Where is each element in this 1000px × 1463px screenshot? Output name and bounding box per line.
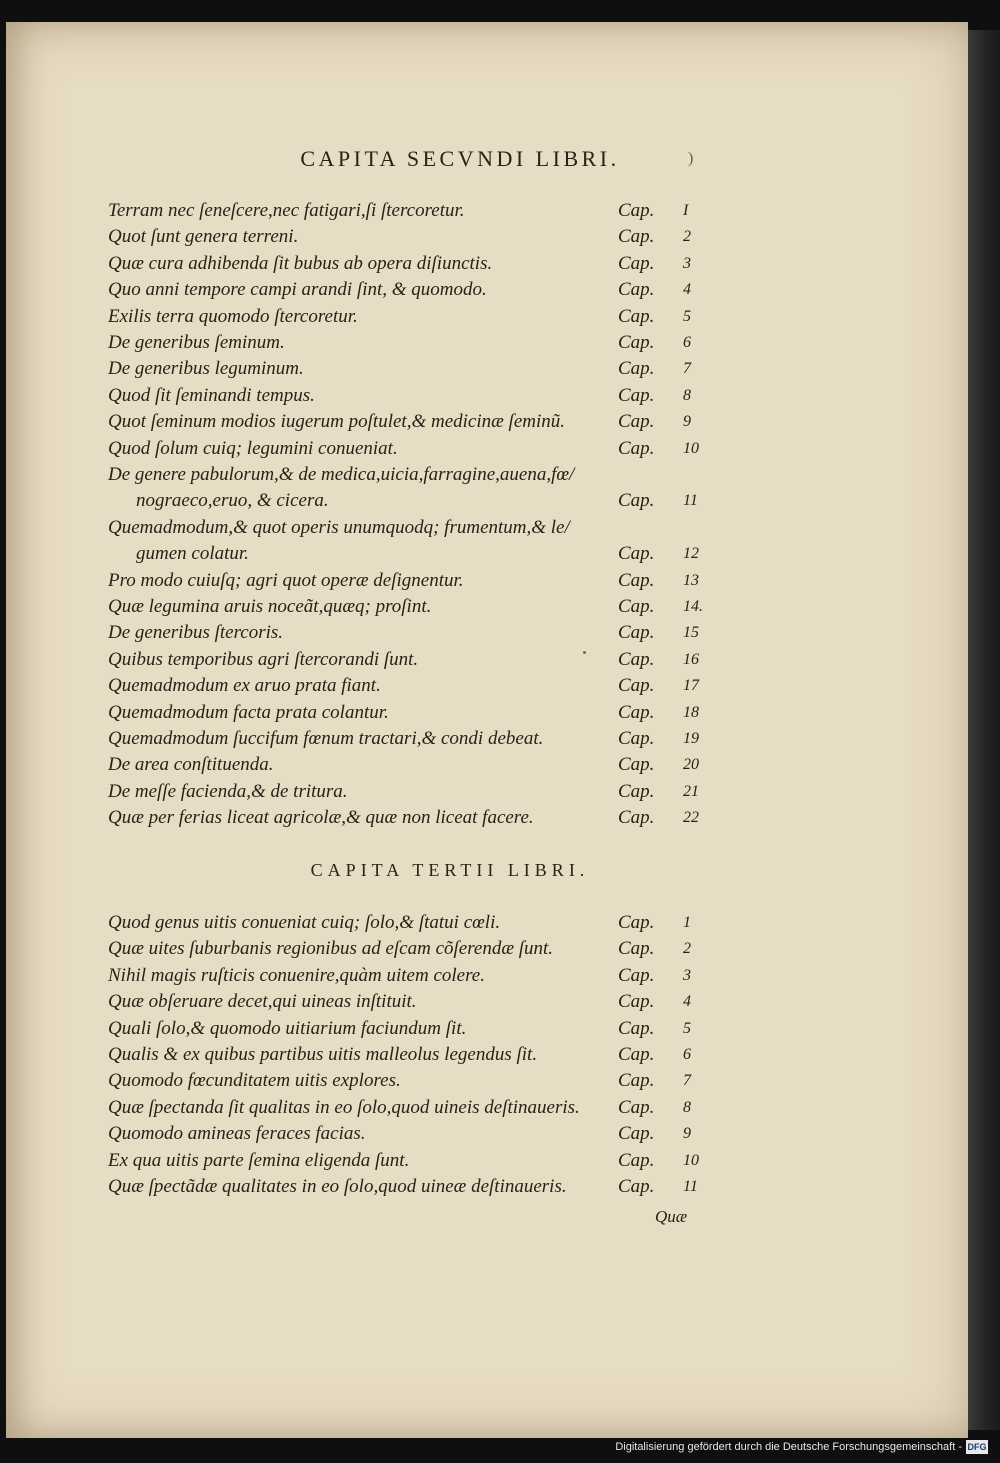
chapter-number: 10: [683, 1151, 699, 1169]
toc-entry: [108, 938, 708, 964]
chapter-number: 4: [683, 281, 691, 299]
chapter-label: Cap.: [618, 807, 655, 829]
chapter-label: Cap.: [618, 596, 655, 617]
chapter-number: 3: [683, 966, 691, 984]
margin-mark: ): [688, 150, 694, 167]
toc-entry: [108, 200, 708, 226]
chapter-number: 10: [683, 439, 699, 457]
chapter-number: 20: [683, 756, 699, 774]
toc-entry: [108, 1176, 708, 1202]
chapter-number: I: [683, 202, 689, 219]
chapter-number: 1: [683, 914, 691, 931]
digitization-credit: Digitalisierung gefördert durch die Deutsche Forschungsgemeinschaft -: [615, 1441, 962, 1453]
chapter-number: 8: [683, 386, 691, 404]
entry-title: Quot ſeminum modios iugerum poſtulet,& medicinæ ſeminũ.: [108, 411, 566, 433]
toc-entry: [108, 702, 708, 728]
entry-title: Quo anni tempore campi arandi ſint, & quomodo.: [108, 279, 487, 301]
chapter-label: Cap.: [618, 543, 655, 565]
entry-title: De meſſe facienda,& de tritura.: [108, 780, 348, 802]
toc-entry: [108, 622, 708, 648]
chapter-label: Cap.: [618, 964, 655, 986]
chapter-number: 19: [683, 730, 699, 747]
toc-entry: [108, 279, 708, 305]
toc-entry: [108, 253, 708, 279]
chapter-label: Cap.: [618, 252, 655, 274]
chapter-label: Cap.: [618, 754, 655, 776]
entry-title: Ex qua uitis parte ſemina eligenda ſunt.: [108, 1149, 410, 1171]
chapter-label: Cap.: [618, 622, 655, 644]
entry-title: De genere pabulorum,& de medica,uicia,farragine,auena,fœ/: [108, 464, 575, 485]
entry-title-continuation: gumen colatur.: [136, 543, 249, 565]
chapter-label: Cap.: [618, 305, 655, 327]
chapter-label: Cap.: [618, 1176, 655, 1197]
chapter-number: 13: [683, 571, 699, 589]
chapter-label: Cap.: [618, 675, 655, 697]
toc-entry: [108, 1018, 708, 1044]
chapter-label: Cap.: [618, 1017, 655, 1039]
chapter-number: 4: [683, 993, 691, 1011]
entry-title: Quæ cura adhibenda ſit bubus ab opera diſiunctis.: [108, 252, 493, 274]
chapter-number: 6: [683, 334, 691, 351]
toc-entry: [108, 965, 708, 991]
entry-title: Quemadmodum ex aruo prata fiant.: [108, 675, 381, 697]
toc-entry: [108, 728, 708, 754]
chapter-label: Cap.: [618, 332, 655, 353]
chapter-number: 8: [683, 1098, 691, 1116]
chapter-number: 7: [683, 360, 691, 378]
chapter-number: 12: [683, 545, 699, 563]
entry-title: De generibus ſtercoris.: [108, 622, 284, 644]
entry-title: Quod ſit ſeminandi tempus.: [108, 384, 315, 406]
chapter-label: Cap.: [618, 648, 655, 670]
entry-title: Quali ſolo,& quomodo uitiarium faciundum ſit.: [108, 1017, 467, 1039]
entry-title: Quæ obſeruare decet,qui uineas inſtituit.: [108, 991, 417, 1013]
chapter-number: 18: [683, 703, 699, 721]
chapter-number: 22: [683, 809, 699, 827]
book3-heading: CAPITA TERTII LIBRI.: [310, 860, 590, 880]
entry-title: Nihil magis ruſticis conuenire,quàm uitem colere.: [108, 964, 485, 986]
chapter-number: 21: [683, 782, 699, 800]
toc-entry: [108, 1150, 708, 1176]
toc-entry: [108, 991, 708, 1017]
chapter-number: 7: [683, 1072, 691, 1090]
toc-entry: [108, 1044, 708, 1070]
entry-title: De generibus ſeminum.: [108, 332, 285, 353]
toc-entry: [108, 411, 708, 437]
toc-entry: [108, 912, 708, 938]
chapter-label: Cap.: [618, 358, 655, 380]
toc-entry: [108, 570, 708, 596]
chapter-label: Cap.: [618, 384, 655, 406]
chapter-number: 16: [683, 650, 699, 668]
catchword: Quæ: [655, 1207, 688, 1226]
entry-title: Quibus temporibus agri ſtercorandi ſunt.: [108, 648, 419, 670]
chapter-label: Cap.: [618, 938, 655, 960]
entry-title: Quemadmodum ſuccifum fœnum tractari,& condi debeat.: [108, 728, 544, 749]
toc-entry: [108, 1070, 708, 1096]
entry-title: Quot ſunt genera terreni.: [108, 226, 299, 248]
chapter-label: Cap.: [618, 437, 655, 459]
entry-title: De area conſtituenda.: [108, 754, 274, 776]
toc-entry: [108, 754, 708, 780]
chapter-label: Cap.: [618, 1149, 655, 1171]
toc-entry: [108, 1097, 708, 1123]
chapter-number: 3: [683, 254, 691, 272]
entry-title: Exilis terra quomodo ſtercoretur.: [108, 305, 358, 327]
chapter-number: 15: [683, 624, 699, 642]
toc-entry: [108, 596, 708, 622]
toc-entry: [108, 306, 708, 332]
chapter-label: Cap.: [618, 1070, 655, 1092]
chapter-label: Cap.: [618, 1123, 655, 1145]
chapter-label: Cap.: [618, 569, 655, 591]
entry-title: Quæ ſpectanda ſit qualitas in eo ſolo,quod uineis deſtinaueris.: [108, 1096, 580, 1118]
entry-title: Quemadmodum facta prata colantur.: [108, 701, 389, 723]
entry-title: Quod genus uitis conueniat cuiq; ſolo,& ſtatui cœli.: [108, 912, 501, 933]
chapter-number: 11: [683, 1178, 698, 1195]
chapter-label: Cap.: [618, 701, 655, 723]
toc-entry: [108, 332, 708, 358]
chapter-label: Cap.: [618, 411, 655, 433]
chapter-number: 9: [683, 1125, 691, 1143]
entry-title: Qualis & ex quibus partibus uitis malleolus legendus ſit.: [108, 1044, 538, 1065]
ink-speck: [583, 651, 586, 654]
entry-title: Quæ uites ſuburbanis regionibus ad eſcam cõſerendæ ſunt.: [108, 938, 554, 960]
toc-entry: [108, 438, 708, 464]
dfg-logo: DFG: [967, 1442, 987, 1452]
chapter-label: Cap.: [618, 1044, 655, 1065]
chapter-label: Cap.: [618, 200, 655, 221]
chapter-label: Cap.: [618, 991, 655, 1013]
page-edge-strip: [968, 30, 1000, 1430]
entry-title: De generibus leguminum.: [108, 358, 304, 380]
toc-entry: [108, 649, 708, 675]
entry-title-continuation: nograeco,eruo, & cicera.: [136, 490, 329, 512]
toc-entry: [108, 385, 708, 411]
chapter-number: 2: [683, 940, 691, 958]
toc-entry: [108, 781, 708, 807]
book2-heading: CAPITA SECVNDI LIBRI.: [300, 146, 620, 171]
entry-title: Quæ per ferias liceat agricolæ,& quæ non liceat facere.: [108, 807, 534, 829]
toc-entry: [108, 675, 708, 701]
chapter-number: 17: [683, 677, 699, 695]
toc-entry: [108, 1123, 708, 1149]
toc-entry: [108, 358, 708, 384]
entry-title: Quomodo fœcunditatem uitis explores.: [108, 1070, 401, 1092]
entry-title: Quomodo amineas feraces facias.: [108, 1123, 366, 1145]
toc-entry: [108, 226, 708, 252]
chapter-number: 6: [683, 1046, 691, 1063]
chapter-label: Cap.: [618, 780, 655, 802]
entry-title: Pro modo cuiuſq; agri quot operæ deſignentur.: [108, 569, 464, 591]
chapter-number: 14.: [683, 598, 703, 615]
entry-title: Terram nec ſeneſcere,nec fatigari,ſi ſtercoretur.: [108, 200, 465, 221]
chapter-number: 11: [683, 492, 698, 510]
chapter-number: 5: [683, 1019, 691, 1037]
entry-title: Quæ ſpectãdæ qualitates in eo ſolo,quod uineæ deſtinaueris.: [108, 1176, 567, 1197]
toc-entry: [108, 807, 708, 833]
entry-title: Quemadmodum,& quot operis unumquodq; frumentum,& le/: [108, 516, 570, 538]
entry-title: Quod ſolum cuiq; legumini conueniat.: [108, 437, 398, 459]
chapter-label: Cap.: [618, 490, 655, 512]
chapter-label: Cap.: [618, 728, 655, 749]
chapter-number: 9: [683, 413, 691, 431]
chapter-label: Cap.: [618, 1096, 655, 1118]
chapter-label: Cap.: [618, 912, 655, 933]
chapter-number: 5: [683, 307, 691, 325]
chapter-label: Cap.: [618, 226, 655, 248]
chapter-number: 2: [683, 228, 691, 246]
entry-title: Quæ legumina aruis noceãt,quæq; proſint.: [108, 596, 432, 617]
chapter-label: Cap.: [618, 279, 655, 301]
